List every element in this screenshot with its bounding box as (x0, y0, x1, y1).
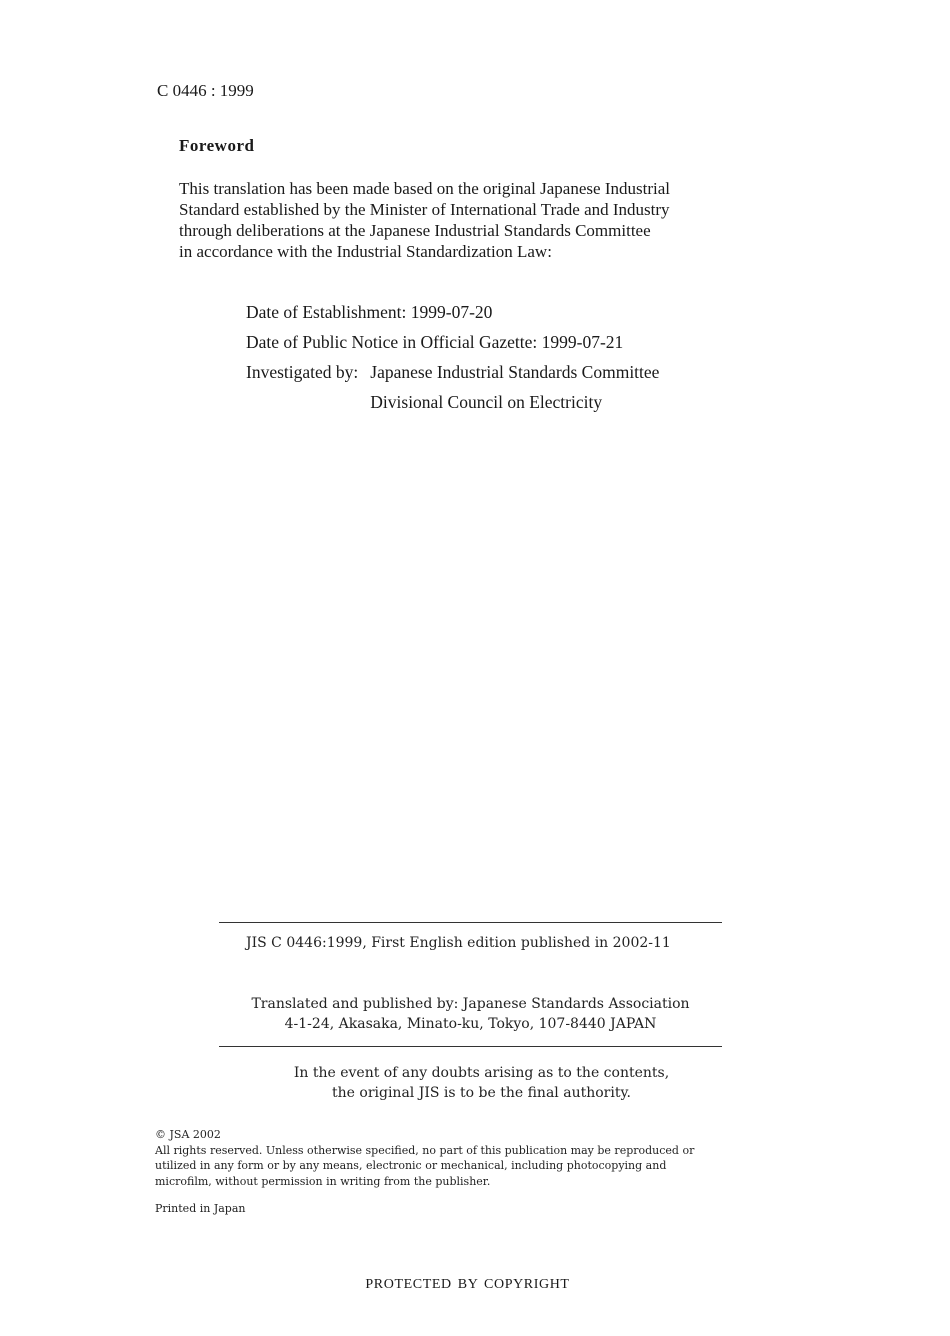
edition-note: JIS C 0446:1999, First English edition published in 2002-11 (246, 935, 671, 951)
foreword-paragraph (179, 178, 799, 262)
foreword-line: through deliberations at the Japanese Industrial Standards Committee (179, 221, 651, 240)
foreword-line: in accordance with the Industrial Standardization Law: (179, 242, 552, 261)
publisher-block (219, 994, 722, 1034)
copyright-line: All rights reserved. Unless otherwise specified, no part of this publication may be reproduced or (155, 1143, 695, 1157)
authority-line: In the event of any doubts arising as to the contents, (293, 1065, 670, 1081)
copyright-line: utilized in any form or by any means, electronic or mechanical, including photocopying and (155, 1159, 667, 1172)
publisher-line: Translated and published by: Japanese Standards Association (251, 996, 690, 1012)
investigated-by-line: Divisional Council on Electricity (370, 392, 603, 412)
foreword-line: This translation has been made based on the original Japanese Industrial (179, 179, 670, 198)
copyright-line: microfilm, without permission in writing from the publisher. (155, 1174, 491, 1188)
establishment-details (246, 297, 659, 417)
foreword-heading: Foreword (179, 136, 255, 155)
investigated-by-value (370, 357, 659, 417)
publisher-address: 4-1-24, Akasaka, Minato-ku, Tokyo, 107-8440 JAPAN (284, 1016, 657, 1032)
date-of-public-notice: Date of Public Notice in Official Gazette: 1999-07-21 (246, 332, 624, 352)
authority-note (219, 1063, 744, 1103)
investigated-by-row (246, 357, 659, 417)
authority-line: the original JIS is to be the final authority. (332, 1085, 631, 1101)
divider-bottom (219, 1046, 722, 1047)
date-of-establishment: Date of Establishment: 1999-07-20 (246, 302, 493, 322)
investigated-by-label: Investigated by: (246, 362, 359, 382)
document-code: C 0446 : 1999 (157, 81, 254, 100)
copyright-notice (155, 1127, 795, 1189)
investigated-by-line: Japanese Industrial Standards Committee (370, 362, 660, 382)
divider-top (219, 922, 722, 923)
foreword-line: Standard established by the Minister of International Trade and Industry (179, 200, 670, 219)
protected-by-copyright-footer: PROTECTED BY COPYRIGHT (365, 1277, 570, 1292)
copyright-line: © JSA 2002 (155, 1128, 221, 1141)
printed-in-note: Printed in Japan (155, 1202, 246, 1215)
